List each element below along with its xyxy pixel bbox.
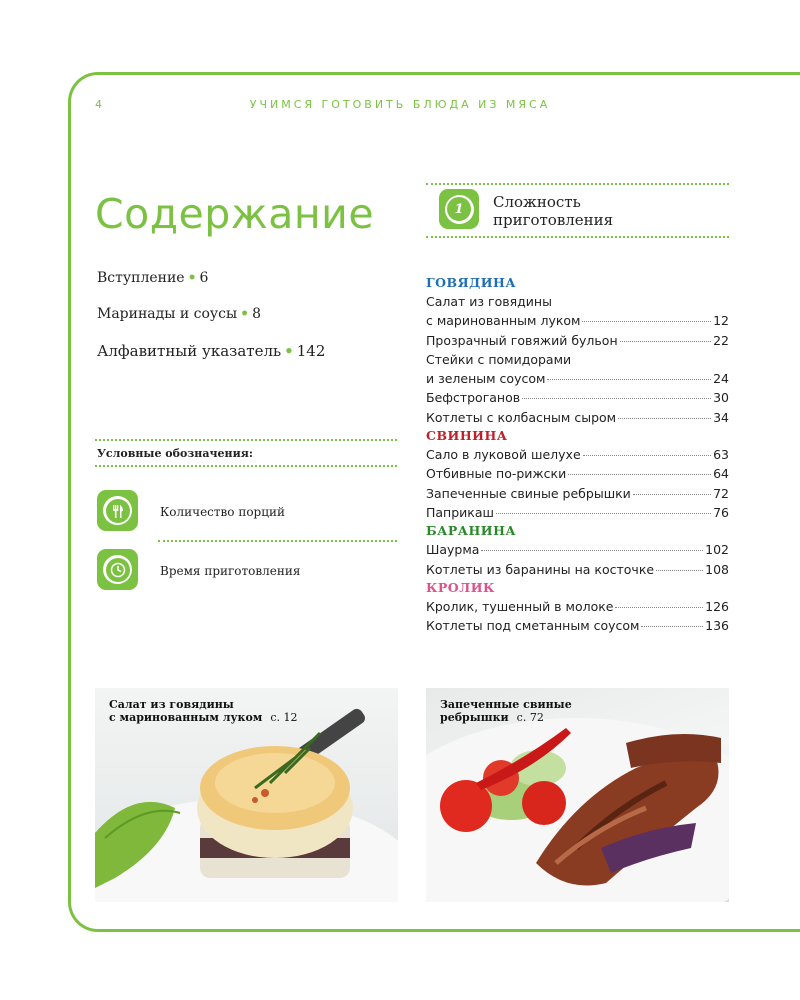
recipe-name: Запеченные свиные ребрышки	[426, 485, 631, 501]
dot-leader	[618, 418, 711, 419]
divider	[95, 465, 397, 467]
toc-entry-label: Маринады и соусы	[97, 306, 238, 322]
bullet-icon: •	[187, 270, 197, 286]
bullet-icon: •	[284, 342, 294, 360]
recipe-page: 108	[705, 561, 729, 577]
toc-entry[interactable]	[97, 270, 325, 286]
recipe-name: Прозрачный говяжий бульон	[426, 332, 618, 348]
recipe-name: Салат из говядины	[426, 294, 552, 309]
recipe-entry[interactable]	[426, 503, 729, 522]
recipe-page: 102	[705, 542, 729, 558]
recipe-name: и зеленым соусом	[426, 371, 546, 387]
caption-line: Салат из говядины	[109, 698, 234, 711]
dot-leader	[522, 398, 711, 399]
dot-leader	[583, 455, 711, 456]
photo-pork-ribs	[426, 688, 729, 902]
recipe-page: 126	[705, 598, 729, 614]
difficulty-level: 1	[454, 201, 464, 217]
recipe-name: Котлеты под сметанным соусом	[426, 618, 640, 634]
recipe-entry[interactable]	[426, 484, 729, 503]
recipe-page: 64	[713, 466, 729, 482]
page-number: 4	[95, 98, 102, 111]
recipe-entry[interactable]	[426, 388, 729, 407]
legend-time-label: Время приготовления	[160, 564, 301, 578]
recipe-entry[interactable]	[426, 616, 729, 635]
photo-caption	[440, 698, 572, 724]
dot-leader	[641, 626, 703, 627]
recipe-name: Отбивные по-рижски	[426, 466, 567, 482]
recipe-name: Бефстроганов	[426, 390, 521, 406]
recipe-entry[interactable]	[426, 560, 729, 579]
toc-entry-page: 8	[252, 306, 262, 322]
servings-icon	[97, 490, 138, 531]
recipe-entry[interactable]	[426, 369, 729, 388]
caption-line: ребрышки	[440, 711, 509, 724]
recipe-name: Кролик, тушенный в молоке	[426, 598, 614, 614]
difficulty-line: приготовления	[493, 211, 614, 229]
recipe-entry[interactable]	[426, 464, 729, 483]
difficulty-icon	[439, 189, 479, 229]
bullet-icon: •	[240, 306, 250, 322]
recipe-page: 72	[713, 485, 729, 501]
dot-leader	[568, 474, 711, 475]
toc-entry-label: Вступление	[97, 270, 185, 286]
running-title: УЧИМСЯ ГОТОВИТЬ БЛЮДА ИЗ МЯСА	[249, 98, 551, 111]
recipe-entry[interactable]	[426, 445, 729, 464]
legend-servings-label: Количество порций	[160, 505, 285, 519]
category-heading: БАРАНИНА	[426, 523, 517, 539]
page-title: Содержание	[95, 190, 375, 238]
photo-caption	[109, 698, 298, 724]
recipe-name: Стейки с помидорами	[426, 351, 572, 367]
dot-leader	[582, 321, 711, 322]
category-heading: СВИНИНА	[426, 428, 508, 444]
toc-main	[97, 270, 325, 380]
caption-page-ref: с. 72	[516, 711, 544, 724]
recipe-name: Котлеты из баранины на косточке	[426, 561, 655, 577]
recipe-entry[interactable]	[426, 292, 729, 311]
recipe-name: Котлеты с колбасным сыром	[426, 409, 617, 425]
category-heading: КРОЛИК	[426, 579, 495, 595]
category-heading: ГОВЯДИНА	[426, 275, 517, 290]
recipe-entry[interactable]	[426, 597, 729, 616]
legend-heading: Условные обозначения:	[97, 447, 253, 460]
recipe-entry[interactable]	[426, 311, 729, 330]
divider	[158, 540, 397, 542]
difficulty-line: Сложность	[493, 193, 581, 211]
recipe-entry[interactable]	[426, 350, 729, 369]
recipe-name: Паприкаш	[426, 504, 494, 520]
caption-line: Запеченные свиные	[440, 698, 572, 711]
divider	[95, 439, 397, 441]
recipe-page: 30	[713, 390, 729, 406]
recipe-page: 12	[713, 313, 729, 329]
caption-page-ref: с. 12	[270, 711, 298, 724]
caption-line: с маринованным луком	[109, 711, 263, 724]
recipe-page: 76	[713, 504, 729, 520]
dot-leader	[481, 550, 703, 551]
recipe-page: 22	[713, 332, 729, 348]
recipe-entry[interactable]	[426, 540, 729, 559]
divider	[426, 236, 729, 238]
recipe-name: Сало в луковой шелухе	[426, 447, 581, 463]
recipe-entry[interactable]	[426, 408, 729, 427]
toc-entry-label: Алфавитный указатель	[97, 342, 282, 360]
clock-icon	[97, 549, 138, 590]
dot-leader	[656, 570, 703, 571]
dot-leader	[615, 607, 703, 608]
toc-entry-page: 6	[199, 270, 209, 286]
toc-entry[interactable]	[97, 306, 325, 322]
dot-leader	[620, 341, 711, 342]
recipe-page: 34	[713, 409, 729, 425]
recipe-page: 63	[713, 447, 729, 463]
recipe-entry[interactable]	[426, 331, 729, 350]
recipe-page: 24	[713, 371, 729, 387]
divider	[426, 183, 729, 185]
dot-leader	[633, 494, 711, 495]
recipe-page: 136	[705, 618, 729, 634]
photo-beef-salad	[95, 688, 398, 902]
toc-entry-page: 142	[296, 342, 326, 360]
difficulty-label	[493, 193, 613, 229]
recipe-index	[426, 274, 729, 635]
recipe-name: с маринованным луком	[426, 313, 581, 329]
dot-leader	[496, 513, 711, 514]
recipe-name: Шаурма	[426, 542, 480, 558]
toc-entry[interactable]	[97, 342, 325, 360]
dot-leader	[547, 379, 711, 380]
